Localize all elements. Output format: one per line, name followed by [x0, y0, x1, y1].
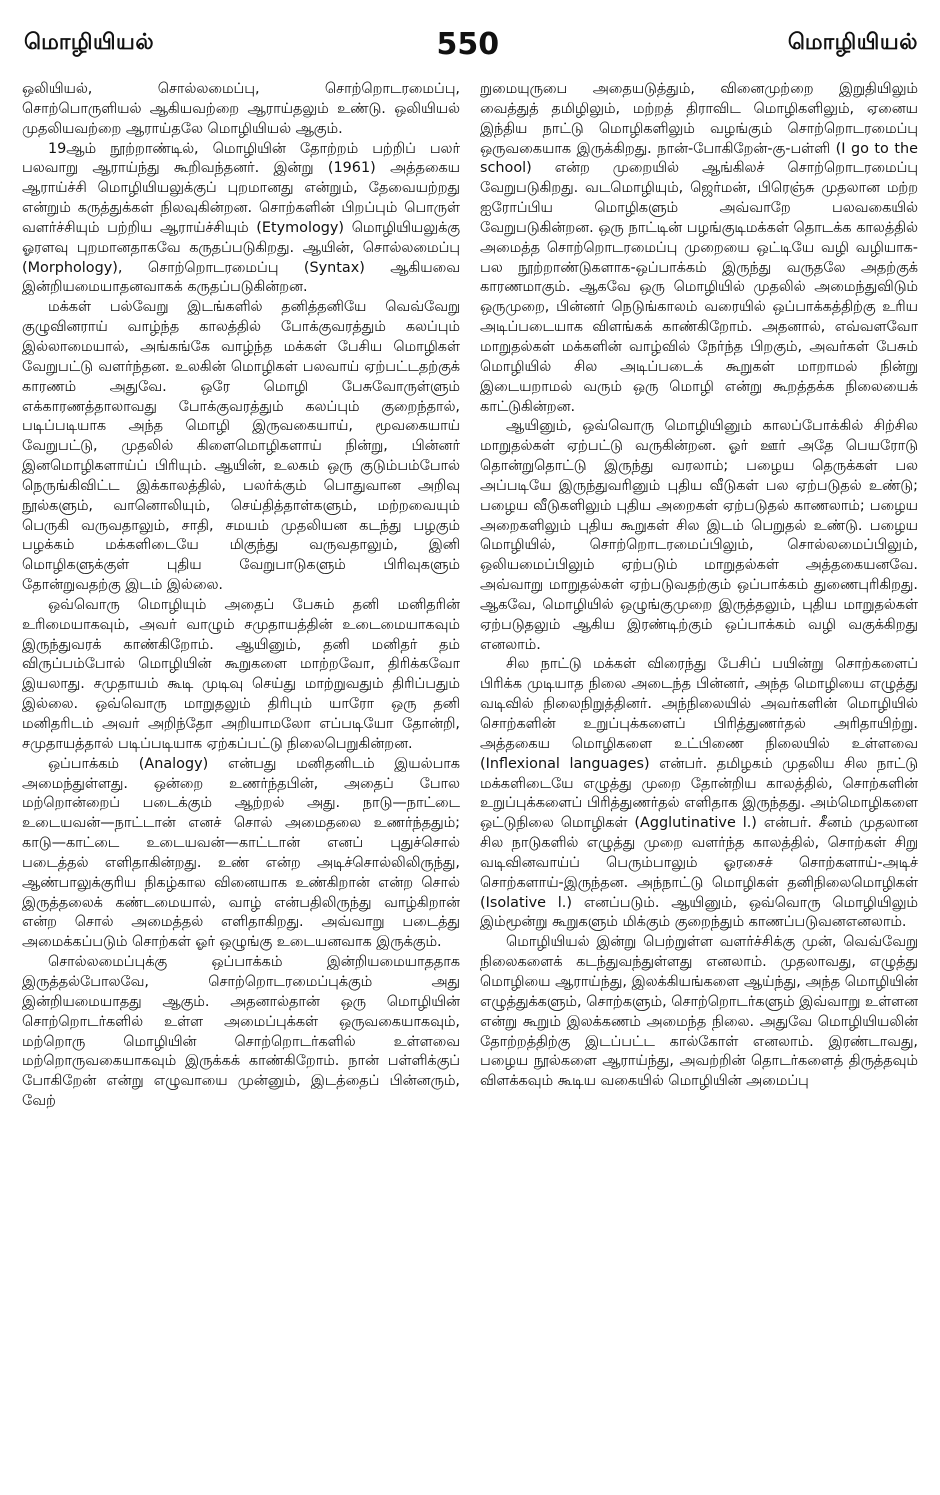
- paragraph: மக்கள் பல்வேறு இடங்களில் தனித்தனியே வெவ்வேறு குழுவினராய் வாழ்ந்த காலத்தில் போக்குவரத்தும் கலப்பும் இல்லாமையால், அங்கங்கே வாழ்ந்த மக்கள் பேசிய மொழிகள் வேறுபட்டு வளர்ந்தன. உலகின் மொழிகள் பலவாய் ஏற்பட்டதற்குக் காரணம் அதுவே. ஒரே மொழி பேசுவோருள்ளும் எக்காரணத்தாலாவது போக்குவரத்தும் கலப்பும் குறைந்தால், படிப்படியாக அந்த மொழி இருவகையாய், மூவகையாய் வேறுபட்டு, முதலில் கிளைமொழிகளாய் நின்று, பின்னர் இனமொழிகளாய்ப் பிரியும். ஆயின், உலகம் ஒரு குடும்பம்போல் நெருங்கிவிட்ட இக்காலத்தில், பலர்க்கும் பொதுவான அறிவு நூல்களும், வானொலியும், செய்தித்தாள்களும், மற்றவையும் பெருகி வருவதாலும், சாதி, சமயம் முதலியன கடந்து பழகும் பழக்கம் மக்களிடையே மிகுந்து வருவதாலும், இனி மொழிகளுக்குள் புதிய வேறுபாடுகளும் பிரிவுகளும் தோன்றுவதற்கு இடம் இல்லை.: [22, 299, 460, 594]
- page-header: [24, 22, 918, 66]
- paragraph: 19ஆம் நூற்றாண்டில், மொழியின் தோற்றம் பற்றிப் பலர் பலவாறு ஆராய்ந்து கூறிவந்தனர். இன்று (1961) அத்தகைய ஆராய்ச்சி மொழியியலுக்குப் புறமானது என்றும், தேவையற்றது என்றும் கருத்துக்கள் நிலவுகின்றன. சொற்களின் பிறப்பும் பொருள் வளர்ச்சியும் பற்றிய ஆராய்ச்சியும் (Etymology) மொழியியலுக்கு ஓரளவு புறமானதாகவே கருதப்படுகிறது. ஆயின், சொல்லமைப்பு (Morphology), சொற்றொடரமைப்பு (Syntax) ஆகியவை இன்றியமையாதனவாகக் கருதப்படுகின்றன.: [22, 140, 460, 296]
- left-column: [22, 80, 460, 1487]
- running-head-right: மொழியியல்: [787, 30, 918, 55]
- running-head-left: மொழியியல்: [24, 30, 155, 55]
- paragraph: சொல்லமைப்புக்கு ஒப்பாக்கம் இன்றியமையாததாக இருத்தல்போலவே, சொற்றொடரமைப்புக்கும் அது இன்றியமையாதது ஆகும். அதனால்தான் ஒரு மொழியின் சொற்றொடர்களில் உள்ள அமைப்புக்கள் ஒருவகையாகவும், மற்றொரு மொழியின் சொற்றொடர்களில் உள்ளவை மற்றொருவகையாகவும் இருக்கக் காண்கிறோம். நான் பள்ளிக்குப் போகிறேன் என்று எழுவாயை முன்னும், இடத்தைப் பின்னரும், வேற்: [22, 954, 460, 1110]
- paragraph: றுமையுருபை அதையடுத்தும், வினைமுற்றை இறுதியிலும் வைத்துத் தமிழிலும், மற்றத் திராவிட மொழிகளிலும், ஏனைய இந்திய நாட்டு மொழிகளிலும் வழங்கும் சொற்றொடரமைப்பு ஒருவகையாக இருக்கிறது. நான்-போகிறேன்-கு-பள்ளி (I go to the school) என்ற முறையில் ஆங்கிலச் சொற்றொடரமைப்பு வேறுபடுகிறது. வடமொழியும், ஜெர்மன், பிரெஞ்சு முதலான மற்ற ஐரோப்பிய மொழிகளும் அவ்வாறே பலவகையில் வேறுபடுகின்றன. ஒரு நாட்டின் பழங்குடிமக்கள் தொடக்க காலத்தில் அமைத்த சொற்றொடரமைப்பு முறையை ஒட்டியே வழி வழியாக-பல நூற்றாண்டுகளாக-ஒப்பாக்கம் இருந்து வருதலே அதற்குக் காரணமாகும். ஆகவே ஒரு மொழியில் முதலில் அமைந்துவிடும் ஒருமுறை, பின்னர் நெடுங்காலம் வரையில் ஒப்பாக்கத்திற்கு உரிய அடிப்படையாக விளங்கக் காண்கிறோம். அதனால், எவ்வளவோ மாறுதல்கள் மக்களின் வாழ்வில் நேர்ந்த பிறகும், அவர்கள் பேசும் மொழியில் சில அடிப்படைக் கூறுகள் மாறாமல் நின்று இடையறாமல் வரும் ஒரு மொழி என்று கூறத்தக்க நிலையைக் காட்டுகின்றன.: [480, 81, 918, 415]
- right-column: [480, 80, 918, 1487]
- paragraph: ஒவ்வொரு மொழியும் அதைப் பேசும் தனி மனிதரின் உரிமையாகவும், அவர் வாழும் சமுதாயத்தின் உடைமையாகவும் இருந்துவரக் காண்கிறோம். ஆயினும், தனி மனிதர் தம் விருப்பம்போல் மொழியின் கூறுகளை மாற்றவோ, திரிக்கவோ இயலாது. சமுதாயம் கூடி முடிவு செய்து மாற்றுவதும் திரிப்பதும் இல்லை. ஒவ்வொரு மாறுதலும் திரிபும் யாரோ ஒரு தனி மனிதரிடம் அவர் அறிந்தோ அறியாமலோ எப்படியோ தோன்றி, சமுதாயத்தால் படிப்படியாக ஏற்கப்பட்டு நிலைபெறுகின்றன.: [22, 596, 460, 752]
- body-columns: [22, 80, 918, 1487]
- paragraph: மொழியியல் இன்று பெற்றுள்ள வளர்ச்சிக்கு முன், வெவ்வேறு நிலைகளைக் கடந்துவந்துள்ளது எனலாம். முதலாவது, எழுத்து மொழியை ஆராய்ந்து, இலக்கியங்களை ஆய்ந்து, அந்த மொழியின் எழுத்துக்களும், சொற்களும், சொற்றொடர்களும் இவ்வாறு உள்ளன என்று கூறும் இலக்கணம் அமைந்த நிலை. அதுவே மொழியியலின் தோற்றத்திற்கு இடப்பட்ட கால்கோள் எனலாம். இரண்டாவது, பழைய நூல்களை ஆராய்ந்து, அவற்றின் தொடர்களைத் திருத்தவும் விளக்கவும் கூடிய வகையில் மொழியின் அமைப்பு: [480, 934, 918, 1090]
- page-number: 550: [436, 26, 500, 62]
- paragraph: சில நாட்டு மக்கள் விரைந்து பேசிப் பயின்று சொற்களைப் பிரிக்க முடியாத நிலை அடைந்த பின்னர், அந்த மொழியை எழுத்து வடிவில் நிலைநிறுத்தினர். அந்நிலையில் அவர்களின் மொழியில் சொற்களின் உறுப்புக்களைப் பிரித்துணர்தல் அரிதாயிற்று. அத்தகைய மொழிகளை உட்பிணை நிலையில் உள்ளவை (Inflexional languages) என்பர். தமிழகம் முதலிய சில நாட்டு மக்களிடையே எழுத்து முறை தோன்றிய காலத்தில், சொற்களின் உறுப்புக்களைப் பிரித்துணர்தல் எளிதாக இருந்தது. அம்மொழிகளை ஒட்டுநிலை மொழிகள் (Agglutinative l.) என்பர். சீனம் முதலான சில நாடுகளில் எழுத்து முறை வளர்ந்த காலத்தில், சொற்கள் சிறு வடிவினவாய்ப் பெரும்பாலும் ஓரசைச் சொற்களாய்-அடிச் சொற்களாய்-இருந்தன. அந்நாட்டு மொழிகள் தனிநிலைமொழிகள் (Isolative l.) எனப்படும். ஆயினும், ஒவ்வொரு மொழியிலும் இம்மூன்று கூறுகளும் மிக்கும் குறைந்தும் காணப்படுவனஎனலாம்.: [480, 656, 918, 931]
- paragraph: ஒப்பாக்கம் (Analogy) என்பது மனிதனிடம் இயல்பாக அமைந்துள்ளது. ஒன்றை உணர்ந்தபின், அதைப் போல மற்றொன்றைப் படைக்கும் ஆற்றல் அது. நாடு—நாட்டை உடையவன்—நாட்டான் எனச் சொல் அமைதலை உணர்ந்ததும்; காடு—காட்டை உடையவன்—காட்டான் எனப் புதுச்சொல் படைத்தல் எளிதாகின்றது. உண் என்ற அடிச்சொல்லிலிருந்து, ஆண்பாலுக்குரிய நிகழ்கால வினையாக உண்கிறான் என்ற சொல் இருத்தலைக் கண்டமையால், வாழ் என்பதிலிருந்து வாழ்கிறான் என்ற சொல் அமைத்தல் எளிதாகிறது. அவ்வாறு படைத்து அமைக்கப்படும் சொற்கள் ஓர் ஒழுங்கு உடையனவாக இருக்கும்.: [22, 755, 460, 951]
- paragraph: ஒலியியல், சொல்லமைப்பு, சொற்றொடரமைப்பு, சொற்பொருளியல் ஆகியவற்றை ஆராய்தலும் உண்டு. ஒலியியல் முதலியவற்றை ஆராய்தலே மொழியியல் ஆகும்.: [22, 81, 460, 137]
- paragraph: ஆயினும், ஒவ்வொரு மொழியினும் காலப்போக்கில் சிற்சில மாறுதல்கள் ஏற்பட்டு வருகின்றன. ஓர் ஊர் அதே பெயரோடு தொன்றுதொட்டு இருந்து வரலாம்; பழைய தெருக்கள் பல அப்படியே இருந்துவரினும் புதிய வீடுகள் பல ஏற்படுதல் உண்டு; பழைய வீடுகளிலும் புதிய அறைகள் ஏற்படுதல் காணலாம்; பழைய அறைகளிலும் புதிய கூறுகள் சில இடம் பெறுதல் உண்டு. பழைய மொழியில், சொற்றொடரமைப்பிலும், சொல்லமைப்பிலும், ஒலியமைப்பிலும் ஏற்படும் மாறுதல்கள் அத்தகையனவே. அவ்வாறு மாறுதல்கள் ஏற்படுவதற்கும் ஒப்பாக்கம் துணைபுரிகிறது. ஆகவே, மொழியில் ஒழுங்குமுறை இருத்தலும், புதிய மாறுதல்கள் ஏற்படுதலும் ஆகிய இரண்டிற்கும் ஒப்பாக்கம் வழி வகுக்கிறது எனலாம்.: [480, 418, 918, 653]
